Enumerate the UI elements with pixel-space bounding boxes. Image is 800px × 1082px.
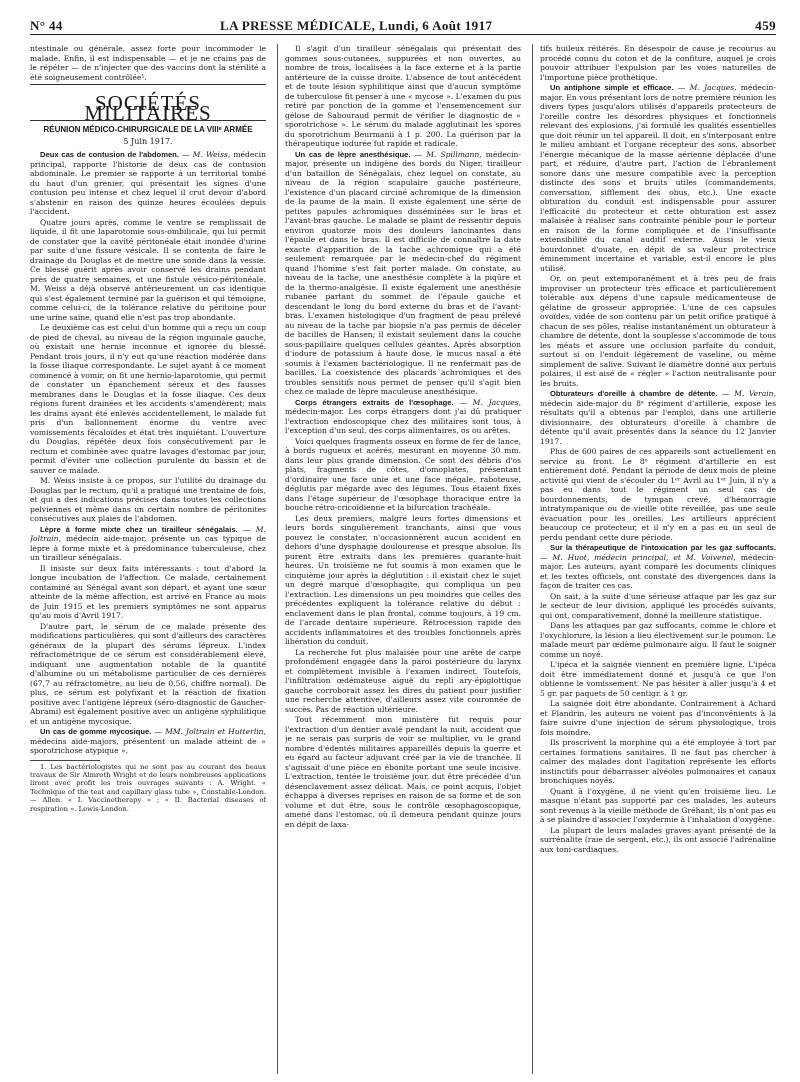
article-author: — M. Joltrain, [30,524,266,543]
article-author: — M. Huot, médecin principal, et M. Voivenel, [540,552,741,562]
article-title: Un cas de gomme mycosique. [40,727,152,736]
article-title: Sur la thérapeutique de l'intoxication par les gaz suffocants. [550,543,776,552]
article-paragraph: Voici quelques fragments osseux en forme de fer de lance, à bords rugueux et acérés, mesurant en moyenne 30 mm. dans leur plus grande dimension. Ce sont des débris d'os plats, fragments de côtes, d'omoplates, présentant d'ordinaire une face unie et une face inégale, raboteuse, déglutis par mégarde avec des légumes. Tous étaient fixés dans l'étage supérieur de l'œsophage thoracique entre la bouche rétro-cricoïdienne et la bifurcation trachéale. [285,436,521,512]
article-paragraph: Tout récemment mon ministère fut requis pour l'extraction d'un dentier avalé pendant la nuit, accident que je ne serais pas surpris de voir se multiplier, vu le grand nombre d'édentés militaires appareillés depuis la guerre et eu égard au facteur adjuvant créé par la vie de tranchée. Il s'agissait d'une pièce en ébonite portant une seule incisive. L'extraction, tentée le troisième jour, dut être précédée d'un désenclavement assez délicat. Mais, ce point acquis, l'objet échappa à diverses reprises en raison de sa forme et de son volume et dut être, sous le contrôle œsophagoscopique, amené dans l'estomac, où il demeura pendant quinze jours en dépit de laxa- [285,715,521,829]
column-2 [285,44,521,1074]
article-paragraph: Ils proscrivent la morphine qui a été employée à tort par certaines formations sanitaires. Il ne faut pas chercher à calmer des malades dont l'agitation représente les efforts instinctifs pour débarrasser alvéoles pulmonaires et canaux bronchiques noyés. [540,738,776,785]
article-paragraph: Sur la thérapeutique de l'intoxication par les gaz suffocants. — M. Huot, médecin principal, et M. Voivenel, médecin-major. Les auteurs, ayant comparé les documents cliniques et les textes officiels, ont constaté des divergences dans la façon de traiter ces cas. [540,543,776,590]
footnote: 1. Les bactériologistes qui ne sont pas au courant des beaux travaux de Sir Almroth Wright et de leurs nombreuses applications liront avec profit les trois ouvrages suivants : A. Wright. « Technique of the teat and capillary glass tube », Constable-London. — Allen. « I. Vaccinetherapy » ; « II. Bacterial diseases of respiration ». Lewis-London. [30,762,266,813]
article-paragraph: Un antiphone simple et efficace. — M. Jacques, médecin-major. En vous présentant lors de notre première réunion les divers types jusqu'alors utilisés d'appareils protecteurs de l'oreille contre les désordres physiques et fonctionnels relevant des explosions, j'ai formulé les qualités essentielles que doit réunir un tel appareil. Il doit, en s'interposant entre le milieu ambiant et l'organe récepteur des sons, absorber l'énergie mécanique de la masse aérienne déplacée d'une part, et réduire, d'autre part, l'action de l'ébranlement sonore dans une mesure compatible avec la perception distincte des sons et bruits utiles (commandements, conversation, sifflement des obus, etc.). Une exacte obturation du conduit est indispensable pour assurer l'efficacité du protecteur et cette obturation est assez malaisée à réaliser sans contrainte pénible pour le porteur en raison de la forme compliquée et de l'insuffisante extensibilité du canal auditif externe. Aussi le vieux bourdonnet d'ouate, en dépit de sa valeur protectrice éminemment incertaine et variable, est-il encore le plus utilisé. [540,83,776,273]
column-divider-2 [532,44,533,1074]
meeting-subtitle: RÉUNION MÉDICO-CHIRURGICALE DE LA VIIIᵉ ARMÉE [43,125,253,134]
article-paragraph: Dans les attaques par gaz suffocants, comme le chlore et l'oxychlorure, la lésion a lieu électivement sur le poumon. Le malade meurt par œdème pulmonaire aigu. Il faut le soigner comme un noyé. [540,621,776,659]
article-paragraph: Il s'agit d'un tirailleur sénégalais qui présentait des gommes sous-cutanées, suppurées et non ouvertes, au nombre de trois, localisées à la face externe et à la partie antérieure de la cuisse droite. L'absence de tout antécédent et de toute lésion syphilitique ainsi que d'aucun symptôme de tuberculose fit penser à une « mycose ». L'examen du pus retiré par ponction de la gomme et l'ensemencement sur gélose de Sabouraud permit de vérifier le diagnostic de « sporotrichose ». Le sérum du malade agglutinait les spores du sporotrichum Beurmanii à 1 p. 200. La guérison par la thérapeutique iodurée fut rapide et radicale. [285,44,521,148]
article-paragraph: La plupart de leurs malades graves ayant présenté de la surrénalite (raie de sergent, etc.), ils ont associé l'adrénaline aux toni-cardiaques. [540,825,776,854]
article-paragraph: Or, on peut extemporanément et à très peu de frais improviser un protecteur très efficace et particulièrement tolérable aux dépens d'une capsule médicamenteuse de gélatine de grosseur appropriée. L'une de ces capsules ovoïdes, vidée de son contenu par un petit orifice pratiqué à chacun de ses pôles, réalise instantanément un obturateur à chambre de détente, dont la souplesse s'accommode de tous les méats et assure une occlusion parfaite du conduit, surtout si on l'enduit légèrement de vaseline, ou même simplement de salive. Suivant le diamètre donné aux pertuis polaires, il est aisé de « régler » l'action neutralisante pour les bruits. [540,274,776,388]
article-title: Obturateurs d'oreille à chambre de détente. [550,389,718,398]
article-paragraph: Quant à l'oxygène, il ne vient qu'en troisième lieu. Le masque n'étant pas supporté par ces malades, les auteurs sont revenus à la vieille méthode de Gréhant, ils n'ont pas eu à se plaindre d'associer l'oxydermie à l'inhalation d'oxygène. [540,786,776,824]
article-title: Un antiphone simple et efficace. [550,83,674,92]
article-author: — M. Jacques, [453,397,521,407]
article-paragraph: Le deuxième cas est celui d'un homme qui a reçu un coup de pied de cheval, au niveau de la région inguinale gauche, où existait une hernie inconnue et ignorée du blessé. Pendant trois jours, il n'y eut qu'une réaction modérée dans la fosse iliaque correspondante. Le sujet ayant à ce moment commencé à vomir, on fit une hernio-laparotomie, qui permit de constater un épanchement séreux et des fausses membranes dans le Douglas et la fosse iliaque. Ces deux régions furent drainées et les accidents s'amendèrent; mais les drains ayant été enlevés accidentellement, le malade fut pris d'un ballonnement énorme du ventre avec vomissements fécaloïdes et état très inquiétant. L'ouverture du Douglas, répétée deux fois consécutivement par le rectum et combinée avec quatre lavages d'estomac par jour, permit d'éviter une collection purulente du bassin et de sauver ce malade. [30,323,266,475]
article-paragraph: Obturateurs d'oreille à chambre de détente. — M. Verain, médecin aide-major du 8ᵉ régiment d'artillerie, expose les résultats qu'il a obtenus par l'emploi, dans une artillerie divisionnaire, des obturateurs d'oreille à chambre de détente qu'il avait présentés dans la séance du 12 Janvier 1917. [540,389,776,446]
article-paragraph: L'ipéca et la saignée viennent en première ligne. L'ipéca doit être immédiatement donné et jusqu'à ce que l'on obtienne le vomissement. Ne pas hésiter à aller jusqu'à 4 et 5 gr. par paquets de 50 centigr. à 1 gr. [540,660,776,698]
article-paragraph: D'autre part, le sérum de ce malade présente des modifications particulières, qui sont d'ailleurs des caractères généraux de la plupart des sérums lépreux. L'index réfractométrique de ce sérum est considérablement élevé, indiquant une augmentation notable de la quantité d'albumine ou un métabolisme particulier de ces dernières (67,7 au réfractomètre, au lieu de 0,56, chiffre normal). De plus, ce sérum est polyfixant et la réaction de fixation positive avec l'antigène lépreux (séro-diagnostic de Gaucher-Abrami) est également positive avec un antigène syphilitique et un antigène mycosique. [30,621,266,726]
article-title: Un cas de lèpre anesthésique. [295,149,411,159]
section-rule-top [30,84,266,85]
article-author: — M. Weiss, [178,150,234,159]
article-paragraph: tifs huileux réitérés. En désespoir de cause je recourus au procédé connu du coton et de la confiture, auquel je crois pouvoir attribuer l'expulsion par les voies naturelles de l'importune pièce prothétique. [540,44,776,82]
section-title: SOCIÉTÉS MILITAIRES [84,91,212,125]
article-paragraph: Corps étrangers extraits de l'œsophage. — M. Jacques, médecin-major. Les corps étrangers dont j'ai dû pratiquer l'extraction endoscopique chez des militaires sont tous, à l'exception d'un seul, des corps alimentaires, os ou arêtes. [285,397,521,435]
article-paragraph: Deux cas de contusion de l'abdomen. — M. Weiss, médecin principal, rapporte l'historie de deux cas de contusion abdominale. Le premier se rapporte à un territorial tombé du haut d'un grenier, qui présentait les signes d'une contusion peu intense et chez lequel il crut devoir d'abord s'abstenir en raison des quinze heures écoulées depuis l'accident. [30,150,266,216]
article-paragraph: Quatre jours après, comme le ventre se remplissait de liquide, il fit une laparotomie sous-ombilicale, qui lui permit de constater que la cavité péritonéale était inondée d'urine par suite d'une fissure vésicale. Il se contenta de faire le drainage du Douglas et de mettre une sonde dans la vessie. Ce blessé guérit après avoir conservé les drains pendant près de quatre semaines, et une fistule vésico-péritonéale. M. Weiss a déjà observé antérieurement un cas identique qui s'est également terminé par la guérison et qui témoigne, comme celui-ci, de la tolérance relative du péritoine pour une urine saine, quand elle n'est pas trop abondante. [30,217,266,322]
intro-paragraph: ntestinale ou générale, assez forte pour incommoder le malade. Enfin, il est indispensable — et je ne crains pas de le répéter — de n'injecter que des vaccins dont la stérilité a été soigneusement contrôlée¹. [30,44,266,82]
article-title: Corps étrangers extraits de l'œsophage. [295,397,454,407]
article-author: — MM. Joltrain et Hutterlin, [151,727,266,736]
page-number: 459 [755,18,776,33]
article-paragraph: Il insiste sur deux faits intéressants : tout d'abord la longue incubation de l'affection. Ce malade, certainement contaminé au Sénégal avant son départ, et ayant une sœur atteinte de la même affection, est arrivé en France au mois de Juin 1915 et les premiers symptômes ne sont apparus qu'au mois d'Avril 1917. [30,563,266,620]
article-paragraph: Les deux premiers, malgré leurs fortes dimensions et leurs bords singulièrement tranchants, ainsi que vous pouvez le constater, n'occasionnèrent aucun accident en dehors d'une dysphagie douloureuse et presque absolue. Ils purent être extraits dans les premières quarante-huit heures. Un troisième ne fut soumis à mon examen que le cinquième jour après la déglutition : il existait chez le sujet un degré marqué d'œsophagite, qui compliqua un peu l'extraction. Les dimensions un peu moindres que celles des précédentes expliquent la tolérance relative du début : enclavement dans le plan frontal, comme toujours, à 19 cm. de l'arcade dentaire supérieure. Rétrocession rapide des accidents inflammatoires et des troubles fonctionnels après libération du conduit. [285,513,521,646]
issue-number: N° 44 [30,18,63,33]
journal-title-date: LA PRESSE MÉDICALE, Lundi, 6 Août 1917 [220,18,493,33]
article-paragraph: Lèpre à forme mixte chez un tirailleur sénégalais. — M. Joltrain, médecin aide-major, présente un cas typique de lèpre à forme mixte et à prédominance tuberculeuse, chez un tirailleur sénégalais. [30,524,266,562]
article-paragraph: M. Weiss insiste à ce propos, sur l'utilité du drainage du Douglas par le rectum, qu'il a pratiqué une trentaine de fois, et qui a des indications précises dans toutes les collections pelviennes et même dans un certain nombre de péritonites consécutives aux plaies de l'abdomen. [30,476,266,523]
page-header [30,8,776,36]
article-paragraph: Plus de 600 paires de ces appareils sont actuellement en service au front. Le 8ᵉ régiment d'artillerie en est entièrement doté. Pendant la période de deux mois de pleine activité qui vient de s'écouler du 1ᵉʳ Avril au 1ᵉʳ Juin, il n'y a pas eu dans tout le régiment un seul cas de bourdonnements, de tympan crevé, d'hémorragie intratympanique ou de vieille otite réveillée, pas une seule évacuation pour les oreilles. Les artilleurs apprécient beaucoup ce protecteur, et il n'y en a pas eu un seul de perdu pendant cette dure période. [540,447,776,542]
article-paragraph: On sait, à la suite d'une sérieuse attaque par les gaz sur le secteur de leur division, appliqué les procédés suivants, qui ont, comparativement, donné la meilleure statistique. [540,591,776,620]
footnote-rule [30,760,100,761]
article-title: Deux cas de contusion de l'abdomen. [40,150,179,159]
article-paragraph: La saignée doit être abondante. Contrairement à Achard et Flandrin, les auteurs ne voient pas d'inconvénients à la faire suivre d'une injection de sérum physiologique, trois fois moindre. [540,699,776,737]
column-3 [540,44,776,1074]
article-author: — M. Jacques, [673,83,741,92]
article-author: — M. Spillmann, [410,149,486,159]
article-author: — M. Verain, [717,389,776,398]
article-title: Lèpre à forme mixte chez un tirailleur sénégalais. [40,524,238,534]
article-paragraph: La recherche fut plus malaisée pour une arête de carpe profondément engagée dans la paroi postérieure du larynx et complètement invisible à l'examen indirect. Toutefois, l'infiltration œdémateuse aiguë du repli ary-épiglottique gauche corroborait assez les dires du patient pour justifier une recherche attentive, d'ailleurs assez vite couronnée de succès. Pas de réaction ultérieure. [285,647,521,714]
meeting-date: 5 Juin 1917. [123,136,173,146]
header-rule [30,34,776,35]
article-paragraph: Un cas de gomme mycosique. — MM. Joltrain et Hutterlin, médecins aide-majors, présentent un malade atteint de « sporotrichose atypique ». [30,727,266,755]
column-1 [30,44,266,1074]
column-divider-1 [277,44,278,1074]
article-paragraph: Un cas de lèpre anesthésique. — M. Spillmann, médecin-major, présente un indigène des bords du Niger, tirailleur d'un bataillon de Sénégalais, chez lequel on constate, au niveau de la région scapulaire gauche postérieure, l'existence d'un placard circiné achromique de la dimension de la paume de la main. Il existe également une série de petites papules achromiques disséminées sur le bras et l'avant-bras gauche. Le malade se plaint de ressentir depuis environ quatorze mois des douleurs lancinantes dans l'épaule et dans le bras. Il est difficile de connaître la date exacte d'apparition de la tache achromique qui a été seulement remarquée par le médecin-chef du régiment quand l'homme s'est fait porter malade. On constate, au niveau de la tache, une anesthésie complète à la piqûre et de la thermo-analgésie. Il existe également une anesthésie rubanée partant du sommet de l'épaule gauche et descendant le long du bord externe du bras et de l'avant-bras. L'examen histologique d'un fragment de peau prélevé au niveau de la tache par biopsie n'a pas permis de déceler de bacilles de Hansen; il existait seulement dans la couche sous-papillaire quelques cellules géantes. Après absorption d'iodure de potassium à haute dose, le mucus nasal a été soumis à l'examen bactériologique. Il ne renfermait pas de bacilles. La coexistence des placards achromiques et des troubles sensitifs nous permet de penser qu'il s'agit bien chez ce malade de lèpre maculeuse anesthésique. [285,149,521,396]
